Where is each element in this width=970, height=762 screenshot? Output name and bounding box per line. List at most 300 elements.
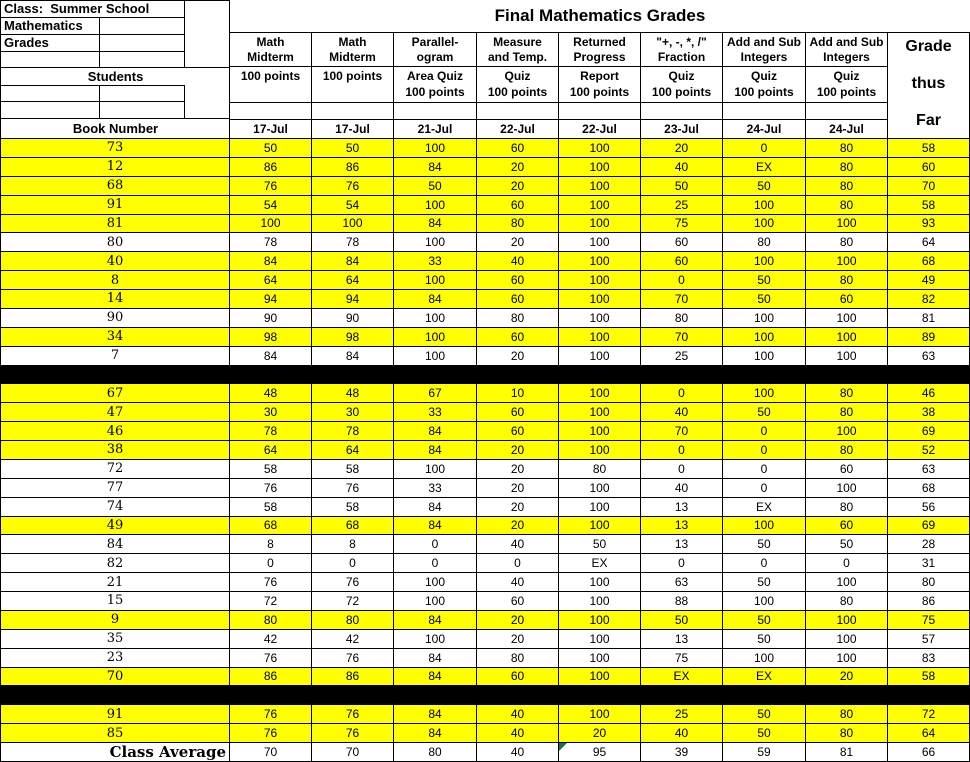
grade-thus-far-header[interactable] [888,33,970,138]
score-cell[interactable]: 13 [641,517,723,536]
score-cell[interactable]: 76 [230,573,312,592]
score-cell[interactable]: 13 [641,535,723,554]
score-cell[interactable]: 80 [806,498,888,517]
score-cell[interactable]: 100 [394,328,477,347]
score-cell[interactable]: 13 [641,498,723,517]
score-cell[interactable]: 80 [806,441,888,460]
score-cell[interactable]: 50 [559,535,641,554]
score-cell[interactable]: 100 [559,422,641,441]
score-cell[interactable]: 84 [394,668,477,687]
book-number-cell[interactable]: 90 [0,309,230,328]
book-number-cell[interactable]: 85 [0,724,230,743]
score-cell[interactable]: EX [559,554,641,573]
score-cell[interactable]: 20 [477,479,559,498]
score-cell[interactable]: 100 [806,252,888,271]
grade-thus-far-cell[interactable]: 66 [888,743,970,762]
book-number-cell[interactable]: 47 [0,403,230,422]
score-cell[interactable]: 100 [559,592,641,611]
book-number-label[interactable]: Book Number [72,121,159,136]
score-cell[interactable]: 100 [559,611,641,630]
score-cell[interactable]: 100 [559,139,641,158]
score-cell[interactable]: 20 [641,139,723,158]
book-number-cell[interactable]: 77 [0,479,230,498]
score-cell[interactable]: 76 [230,177,312,196]
book-number-cell[interactable]: 73 [0,139,230,158]
score-cell[interactable]: 100 [559,252,641,271]
grade-thus-far-cell[interactable]: 81 [888,309,970,328]
grade-thus-far-cell[interactable]: 75 [888,611,970,630]
score-cell[interactable]: 68 [312,517,394,536]
score-cell[interactable]: 40 [477,535,559,554]
score-cell[interactable]: 40 [641,479,723,498]
book-number-cell[interactable]: 46 [0,422,230,441]
score-cell[interactable]: 60 [477,592,559,611]
grade-thus-far-cell[interactable]: 68 [888,252,970,271]
score-cell[interactable]: 60 [477,271,559,290]
score-cell[interactable]: 94 [230,290,312,309]
score-cell[interactable]: 100 [559,649,641,668]
score-cell[interactable]: 76 [230,724,312,743]
score-cell[interactable]: 100 [559,705,641,724]
score-cell[interactable]: 64 [312,271,394,290]
grade-thus-far-cell[interactable]: 63 [888,460,970,479]
score-cell[interactable]: EX [723,158,806,177]
score-cell[interactable]: 100 [559,158,641,177]
score-cell[interactable]: 0 [723,554,806,573]
assignment-header-col[interactable] [559,33,641,138]
score-cell[interactable]: 76 [312,649,394,668]
score-cell[interactable]: 0 [641,384,723,403]
score-cell[interactable]: 80 [806,384,888,403]
score-cell[interactable]: 84 [394,611,477,630]
class-average-label[interactable]: Class Average [0,743,230,762]
score-cell[interactable]: 50 [723,290,806,309]
score-cell[interactable]: 58 [312,460,394,479]
score-cell[interactable]: 100 [559,347,641,366]
score-cell[interactable]: 100 [806,422,888,441]
grade-thus-far-cell[interactable]: 83 [888,649,970,668]
score-cell[interactable]: 80 [806,196,888,215]
score-cell[interactable]: 100 [559,271,641,290]
score-cell[interactable]: 100 [394,347,477,366]
assignment-header-col[interactable] [806,33,888,138]
score-cell[interactable]: 50 [723,403,806,422]
book-number-cell[interactable]: 35 [0,630,230,649]
book-number-cell[interactable]: 72 [0,460,230,479]
score-cell[interactable]: 80 [806,403,888,422]
score-cell[interactable]: 80 [806,158,888,177]
score-cell[interactable]: 94 [312,290,394,309]
score-cell[interactable]: 50 [723,535,806,554]
score-cell[interactable]: 50 [723,705,806,724]
score-cell[interactable]: 100 [806,347,888,366]
book-number-cell[interactable]: 15 [0,592,230,611]
score-cell[interactable]: 30 [230,403,312,422]
score-cell[interactable]: 58 [230,460,312,479]
score-cell[interactable]: 100 [723,215,806,234]
score-cell[interactable]: 80 [723,233,806,252]
score-cell[interactable]: 100 [559,668,641,687]
score-cell[interactable]: 76 [312,177,394,196]
score-cell[interactable]: 20 [477,347,559,366]
score-cell[interactable]: 100 [559,479,641,498]
score-cell[interactable]: 0 [641,554,723,573]
score-cell[interactable]: 40 [641,724,723,743]
score-cell[interactable]: 100 [394,139,477,158]
score-cell[interactable]: 78 [230,422,312,441]
grade-thus-far-cell[interactable]: 72 [888,705,970,724]
score-cell[interactable]: 20 [806,668,888,687]
score-cell[interactable]: 60 [641,233,723,252]
score-cell[interactable]: 100 [806,630,888,649]
score-cell[interactable]: 100 [559,196,641,215]
score-cell[interactable]: 40 [641,158,723,177]
score-cell[interactable]: 100 [806,573,888,592]
separator-row[interactable] [0,686,970,705]
score-cell[interactable]: 72 [312,592,394,611]
score-cell[interactable]: 70 [641,328,723,347]
score-cell[interactable]: 0 [723,422,806,441]
grade-thus-far-cell[interactable]: 56 [888,498,970,517]
score-cell[interactable]: 84 [394,724,477,743]
score-cell[interactable]: 100 [559,177,641,196]
grade-thus-far-cell[interactable]: 69 [888,517,970,536]
score-cell[interactable]: 20 [477,177,559,196]
score-cell[interactable]: 100 [559,290,641,309]
score-cell[interactable]: 100 [806,215,888,234]
score-cell[interactable]: 0 [723,460,806,479]
score-cell[interactable]: EX [723,668,806,687]
score-cell[interactable]: 80 [477,309,559,328]
score-cell[interactable]: 20 [477,517,559,536]
score-cell[interactable]: 30 [312,403,394,422]
score-cell[interactable]: 95 [559,743,641,762]
book-number-cell[interactable]: 67 [0,384,230,403]
book-number-cell[interactable]: 9 [0,611,230,630]
score-cell[interactable]: 86 [312,668,394,687]
separator-row[interactable] [0,366,970,385]
score-cell[interactable]: 84 [394,517,477,536]
score-cell[interactable]: EX [641,668,723,687]
score-cell[interactable]: 80 [806,233,888,252]
score-cell[interactable]: 84 [394,422,477,441]
score-cell[interactable]: 80 [312,611,394,630]
score-cell[interactable]: 84 [230,252,312,271]
score-cell[interactable]: 80 [394,743,477,762]
score-cell[interactable]: 50 [806,535,888,554]
score-cell[interactable]: 10 [477,384,559,403]
score-cell[interactable]: 88 [641,592,723,611]
score-cell[interactable]: 0 [723,139,806,158]
assignment-header-col[interactable] [312,33,394,138]
score-cell[interactable]: 25 [641,196,723,215]
score-cell[interactable]: 80 [559,460,641,479]
score-cell[interactable]: 100 [559,441,641,460]
score-cell[interactable]: 70 [641,290,723,309]
score-cell[interactable]: 100 [559,573,641,592]
score-cell[interactable]: 100 [394,573,477,592]
score-cell[interactable]: 80 [806,724,888,743]
assignment-header-col[interactable] [394,33,477,138]
score-cell[interactable]: 100 [723,196,806,215]
score-cell[interactable]: 84 [230,347,312,366]
score-cell[interactable]: 33 [394,479,477,498]
score-cell[interactable]: 76 [312,573,394,592]
score-cell[interactable]: 58 [230,498,312,517]
score-cell[interactable]: 100 [394,460,477,479]
score-cell[interactable]: 84 [394,290,477,309]
score-cell[interactable]: 76 [230,705,312,724]
score-cell[interactable]: 50 [723,271,806,290]
score-cell[interactable]: 84 [394,441,477,460]
score-cell[interactable]: 100 [394,233,477,252]
score-cell[interactable]: 75 [641,649,723,668]
score-cell[interactable]: 20 [477,158,559,177]
grade-thus-far-cell[interactable]: 52 [888,441,970,460]
score-cell[interactable]: 40 [641,403,723,422]
score-cell[interactable]: 25 [641,347,723,366]
score-cell[interactable]: 100 [559,215,641,234]
grade-thus-far-cell[interactable]: 68 [888,479,970,498]
book-number-cell[interactable]: 81 [0,215,230,234]
score-cell[interactable]: 76 [312,479,394,498]
score-cell[interactable]: 50 [230,139,312,158]
score-cell[interactable]: 100 [806,309,888,328]
score-cell[interactable]: 20 [477,630,559,649]
book-number-cell[interactable]: 80 [0,233,230,252]
grade-thus-far-cell[interactable]: 58 [888,668,970,687]
subject-label[interactable]: Mathematics [4,18,83,33]
score-cell[interactable]: 59 [723,743,806,762]
score-cell[interactable]: 70 [312,743,394,762]
score-cell[interactable]: 0 [723,479,806,498]
score-cell[interactable]: 72 [230,592,312,611]
score-cell[interactable]: 50 [641,611,723,630]
score-cell[interactable]: 40 [477,743,559,762]
score-cell[interactable]: 80 [230,611,312,630]
score-cell[interactable]: 100 [806,328,888,347]
grade-thus-far-cell[interactable]: 63 [888,347,970,366]
score-cell[interactable]: 67 [394,384,477,403]
score-cell[interactable]: 80 [806,592,888,611]
grade-thus-far-cell[interactable]: 38 [888,403,970,422]
score-cell[interactable]: 100 [723,347,806,366]
score-cell[interactable]: 100 [723,592,806,611]
score-cell[interactable]: 98 [230,328,312,347]
grade-thus-far-cell[interactable]: 69 [888,422,970,441]
score-cell[interactable]: 84 [394,498,477,517]
book-number-cell[interactable]: 74 [0,498,230,517]
score-cell[interactable]: 20 [477,441,559,460]
score-cell[interactable]: 0 [477,554,559,573]
score-cell[interactable]: 64 [230,271,312,290]
score-cell[interactable]: 48 [312,384,394,403]
score-cell[interactable]: 40 [477,573,559,592]
score-cell[interactable]: 100 [559,630,641,649]
score-cell[interactable]: 80 [641,309,723,328]
grade-thus-far-cell[interactable]: 60 [888,158,970,177]
book-number-cell[interactable]: 91 [0,705,230,724]
grades-label[interactable]: Grades [4,35,49,50]
score-cell[interactable]: 81 [806,743,888,762]
score-cell[interactable]: 54 [312,196,394,215]
score-cell[interactable]: 80 [806,271,888,290]
score-cell[interactable]: 20 [559,724,641,743]
book-number-cell[interactable]: 82 [0,554,230,573]
score-cell[interactable]: 100 [723,384,806,403]
score-cell[interactable]: 100 [559,498,641,517]
score-cell[interactable]: 8 [312,535,394,554]
score-cell[interactable]: 0 [394,554,477,573]
sheet-title[interactable]: Final Mathematics Grades [230,0,970,33]
score-cell[interactable]: 33 [394,403,477,422]
score-cell[interactable]: 64 [312,441,394,460]
score-cell[interactable]: 33 [394,252,477,271]
score-cell[interactable]: 60 [806,517,888,536]
score-cell[interactable]: 60 [477,139,559,158]
score-cell[interactable]: 20 [477,460,559,479]
score-cell[interactable]: 98 [312,328,394,347]
score-cell[interactable]: 80 [806,705,888,724]
score-cell[interactable]: 50 [723,724,806,743]
grade-thus-far-cell[interactable]: 86 [888,592,970,611]
book-number-cell[interactable]: 40 [0,252,230,271]
score-cell[interactable]: 50 [723,630,806,649]
score-cell[interactable]: 60 [477,196,559,215]
score-cell[interactable]: 54 [230,196,312,215]
grade-thus-far-cell[interactable]: 64 [888,233,970,252]
score-cell[interactable]: 100 [723,328,806,347]
score-cell[interactable]: 84 [312,347,394,366]
book-number-cell[interactable]: 8 [0,271,230,290]
score-cell[interactable]: 100 [312,215,394,234]
score-cell[interactable]: 100 [559,384,641,403]
book-number-cell[interactable]: 38 [0,441,230,460]
score-cell[interactable]: 0 [641,460,723,479]
grade-thus-far-cell[interactable]: 46 [888,384,970,403]
score-cell[interactable]: 100 [394,630,477,649]
score-cell[interactable]: 100 [723,517,806,536]
score-cell[interactable]: 60 [477,422,559,441]
score-cell[interactable]: 100 [559,403,641,422]
score-cell[interactable]: 100 [723,252,806,271]
score-cell[interactable]: 0 [723,441,806,460]
grade-thus-far-cell[interactable]: 31 [888,554,970,573]
score-cell[interactable]: 13 [641,630,723,649]
grade-thus-far-cell[interactable]: 58 [888,196,970,215]
book-number-cell[interactable]: 84 [0,535,230,554]
score-cell[interactable]: 60 [806,290,888,309]
assignment-header-col[interactable] [230,33,312,138]
score-cell[interactable]: 8 [230,535,312,554]
score-cell[interactable]: 80 [806,139,888,158]
score-cell[interactable]: 76 [312,724,394,743]
score-cell[interactable]: 48 [230,384,312,403]
book-number-cell[interactable]: 70 [0,668,230,687]
score-cell[interactable]: 100 [394,196,477,215]
score-cell[interactable]: 75 [641,215,723,234]
score-cell[interactable]: 86 [230,668,312,687]
score-cell[interactable]: 42 [230,630,312,649]
book-number-cell[interactable]: 91 [0,196,230,215]
score-cell[interactable]: 100 [559,517,641,536]
score-cell[interactable]: 84 [394,215,477,234]
students-label[interactable]: Students [87,69,144,84]
score-cell[interactable]: 0 [394,535,477,554]
score-cell[interactable]: 84 [312,252,394,271]
grade-thus-far-cell[interactable]: 80 [888,573,970,592]
grade-thus-far-cell[interactable]: 70 [888,177,970,196]
score-cell[interactable]: 100 [394,592,477,611]
book-number-cell[interactable]: 14 [0,290,230,309]
assignment-header-col[interactable] [641,33,723,138]
class-label[interactable]: Class: Summer School [4,1,150,16]
book-number-cell[interactable]: 23 [0,649,230,668]
score-cell[interactable]: 100 [559,309,641,328]
score-cell[interactable]: 50 [723,611,806,630]
grade-thus-far-cell[interactable]: 64 [888,724,970,743]
score-cell[interactable]: 84 [394,158,477,177]
score-cell[interactable]: 70 [641,422,723,441]
score-cell[interactable]: 80 [477,215,559,234]
score-cell[interactable]: 0 [641,441,723,460]
score-cell[interactable]: 60 [477,290,559,309]
score-cell[interactable]: 90 [230,309,312,328]
book-number-cell[interactable]: 7 [0,347,230,366]
grade-thus-far-cell[interactable]: 93 [888,215,970,234]
score-cell[interactable]: 86 [312,158,394,177]
score-cell[interactable]: 100 [394,271,477,290]
score-cell[interactable]: 0 [806,554,888,573]
score-cell[interactable]: 40 [477,724,559,743]
score-cell[interactable]: 20 [477,611,559,630]
score-cell[interactable]: 20 [477,498,559,517]
score-cell[interactable]: 0 [641,271,723,290]
score-cell[interactable]: 78 [230,233,312,252]
score-cell[interactable]: 70 [230,743,312,762]
score-cell[interactable]: 78 [312,422,394,441]
score-cell[interactable]: 100 [230,215,312,234]
score-cell[interactable]: 40 [477,705,559,724]
score-cell[interactable]: 60 [806,460,888,479]
book-number-cell[interactable]: 21 [0,573,230,592]
score-cell[interactable]: EX [723,498,806,517]
score-cell[interactable]: 0 [230,554,312,573]
score-cell[interactable]: 39 [641,743,723,762]
score-cell[interactable]: 60 [477,403,559,422]
score-cell[interactable]: 100 [806,479,888,498]
score-cell[interactable]: 76 [230,649,312,668]
score-cell[interactable]: 80 [477,649,559,668]
book-number-cell[interactable]: 49 [0,517,230,536]
score-cell[interactable]: 100 [723,309,806,328]
score-cell[interactable]: 90 [312,309,394,328]
score-cell[interactable]: 64 [230,441,312,460]
score-cell[interactable]: 63 [641,573,723,592]
score-cell[interactable]: 76 [230,479,312,498]
score-cell[interactable]: 60 [641,252,723,271]
score-cell[interactable]: 0 [312,554,394,573]
score-cell[interactable]: 84 [394,705,477,724]
score-cell[interactable]: 42 [312,630,394,649]
score-cell[interactable]: 50 [641,177,723,196]
assignment-header-col[interactable] [477,33,559,138]
score-cell[interactable]: 40 [477,252,559,271]
grade-thus-far-cell[interactable]: 28 [888,535,970,554]
score-cell[interactable]: 100 [806,649,888,668]
score-cell[interactable]: 100 [559,233,641,252]
score-cell[interactable]: 50 [394,177,477,196]
